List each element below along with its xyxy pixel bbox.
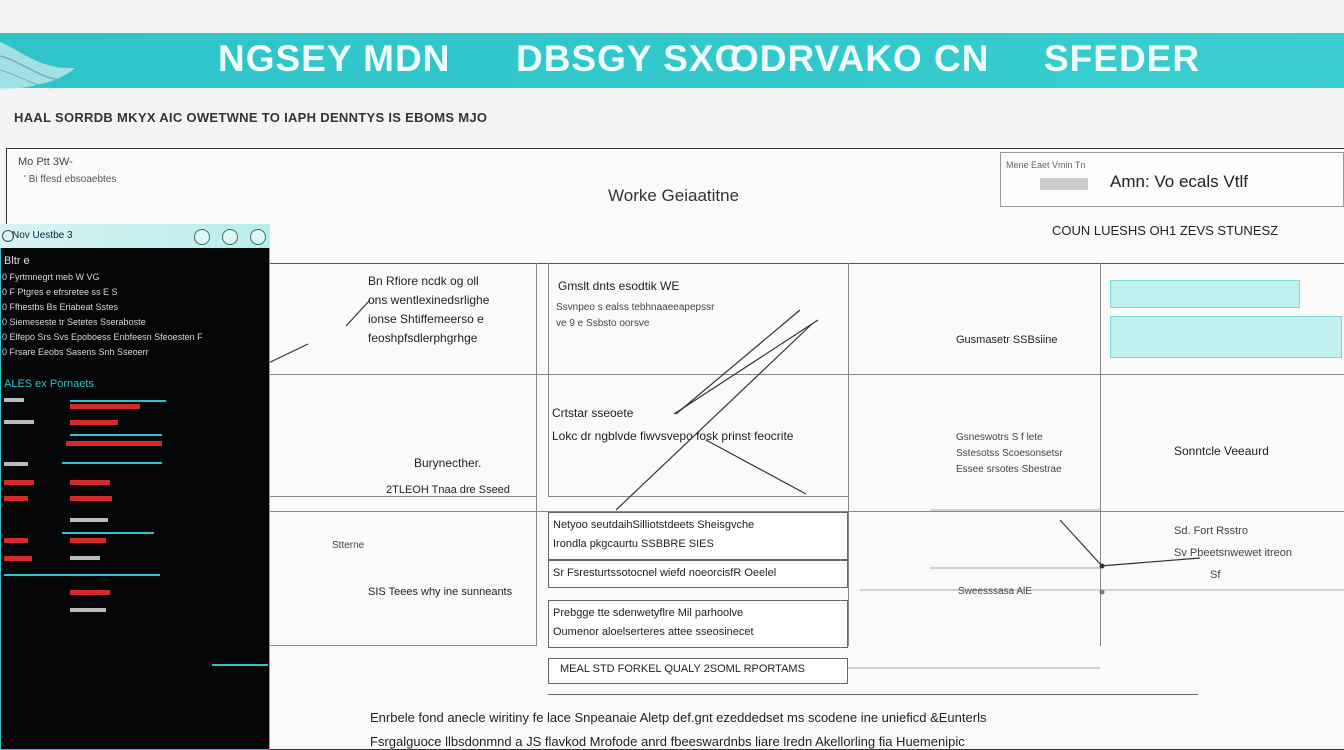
info-icon[interactable] (222, 229, 238, 245)
cell-r2c2-sub: Lokc dr ngblvde fiwvsvepo fosk prinst feocrite (552, 429, 794, 443)
status-bar (70, 538, 106, 543)
progress-line (70, 434, 162, 436)
status-bar (70, 496, 112, 501)
status-bar (70, 404, 140, 409)
cell-line: Prebgge tte sdenwetyflre Mil parhoolve (553, 607, 744, 619)
meta-sub-label: ' Bi ffesd ebsoaebtes (24, 174, 117, 185)
close-icon[interactable] (250, 229, 266, 245)
cell-line: Gsneswotrs S f lete (956, 432, 1043, 443)
status-bar (70, 590, 110, 595)
note-box-text (553, 604, 754, 642)
cell-r2c2-title: Crtstar sseoete (552, 406, 634, 420)
panel-row-marker (70, 556, 100, 560)
panel-row-marker (4, 398, 24, 402)
panel-list (2, 270, 203, 360)
cell-line: Sf (1210, 569, 1221, 581)
minimize-icon[interactable] (194, 229, 210, 245)
side-panel-title: Nov Uestbe 3 (12, 230, 73, 241)
cell-r1c1 (368, 272, 489, 348)
cell-line: Ssvnpeo s ealss tebhnaaeeapepssr (556, 302, 715, 313)
meta-top-label: Mo Ptt 3W- (18, 156, 73, 168)
note-box-text: Sr Fsresturtssotocnel wiefd noeorcisfR Oeelel (553, 567, 777, 579)
cell-r2c4-label: Sonntcle Veeaurd (1174, 444, 1269, 458)
page-subtitle: HAAL SORRDB MKYX AIC OWETWNE TO IAPH DENNTYS IS EBOMS MJO (14, 110, 488, 125)
banner-title-part-3: ODRVAKO CN (730, 38, 990, 79)
teal-input[interactable] (1110, 280, 1300, 308)
banner-title-part-1: NGSEY MDN (218, 38, 451, 79)
cell-r3c4 (1174, 520, 1292, 586)
panel-list-item[interactable]: 0 Ffhestbs Bs Eriabeat Sstes (2, 302, 119, 312)
note-box-text (553, 516, 754, 554)
panel-row-marker (4, 420, 34, 424)
cell-r3c1-label2: SIS Teees why ine sunneants (368, 586, 513, 598)
cell-r3c3-label: Sweesssasa AlE (958, 586, 1032, 597)
cell-line: Oumenor aloelserteres attee sseosinecet (553, 626, 754, 638)
cell-line: Sd. Fort Rsstro (1174, 525, 1248, 537)
cell-r1c3-label: Gusmasetr SSBsiine (956, 334, 1058, 346)
cell-line: Sstesotss Scoesonsetsr (956, 448, 1063, 459)
cell-line: ons wentlexinedsrlighe (368, 293, 490, 307)
page-title: Worke Geiaatitne (608, 186, 740, 205)
status-bar (66, 441, 162, 446)
cell-r2c1-label: Burynecther. (414, 456, 482, 470)
cell-line: Netyoo seutdaihSilliotstdeets Sheisgvche (553, 519, 755, 531)
panel-row-marker (4, 462, 28, 466)
info-box-label: Mene Eaet Vmin Tn (1006, 160, 1086, 170)
panel-section-title: ALES ex Pornaets (4, 378, 94, 390)
progress-line (70, 400, 166, 402)
footer-divider (548, 694, 1198, 695)
banner-title-part-2: DBSGY SXC (516, 38, 743, 79)
panel-list-item[interactable]: 0 Fyrtmnegrt meb W VG (2, 272, 100, 282)
status-bar (4, 538, 28, 543)
columns-caption: COUN LUESHS OH1 ZEVS STUNESZ (1052, 223, 1279, 238)
status-bar (4, 480, 34, 485)
cell-r3c1-label: Stterne (332, 540, 365, 551)
status-bar (70, 420, 118, 425)
progress-line (4, 574, 160, 576)
cell-line: Essee srsotes Sbestrae (956, 464, 1062, 475)
panel-list-item[interactable]: 0 Frsare Eeobs Sasens Snh Sseoerr (2, 347, 149, 357)
cell-r1c2-sub (556, 300, 714, 332)
panel-list-item[interactable]: 0 F Ptgres e efrsretee ss E S (2, 287, 118, 297)
cell-r2c1-label2: 2TLEOH Tnaa dre Sseed (386, 484, 510, 496)
footer-line-2: Fsrgalguoce llbsdonmnd a JS flavkod Mrofode anrd fbeeswardnbs liare lredn Akellorling fia Huemenipic (370, 734, 965, 749)
status-bar (4, 496, 28, 501)
progress-line (212, 664, 268, 666)
info-box-value: Amn: Vo ecals Vtlf (1110, 172, 1248, 191)
bottom-button-label: MEAL STD FORKEL QUALY 2SOML RPORTAMS (560, 663, 805, 675)
panel-row-marker (70, 518, 108, 522)
footer-line-1: Enrbele fond anecle wiritiny fe lace Snpeanaie Aletp def.gnt ezeddedset ms scodene ine unieficd &Eunterls (370, 710, 987, 725)
cell-line: feoshpfsdlerphgrhge (368, 331, 478, 345)
panel-list-header: Bltr e (4, 255, 30, 267)
status-bar (70, 480, 110, 485)
cell-line: Sv Pbeetsnwewet itreon (1174, 547, 1293, 559)
progress-line (62, 532, 154, 534)
cell-line: Bn Rfiore ncdk og oll (368, 274, 479, 288)
panel-row-marker (70, 608, 106, 612)
progress-line (62, 462, 162, 464)
status-bar (4, 556, 32, 561)
cell-line: ionse Shtiffemeerso e (368, 312, 484, 326)
panel-list-item[interactable]: 0 Siemeseste tr Setetes Sseraboste (2, 317, 146, 327)
cell-r2c3 (956, 430, 1063, 478)
cell-line: Irondla pkgcaurtu SSBBRE SIES (553, 538, 714, 550)
panel-list-item[interactable]: 0 Elfepo Srs Svs Epoboess Enbfeesn Sfeoesten F (2, 332, 203, 342)
cell-r1c2-title: Gmslt dnts esodtik WE (558, 279, 680, 293)
cell-line: ve 9 e Ssbsto oorsve (556, 318, 650, 329)
banner-title-part-4: SFEDER (1044, 38, 1201, 79)
teal-textarea[interactable] (1110, 316, 1342, 358)
